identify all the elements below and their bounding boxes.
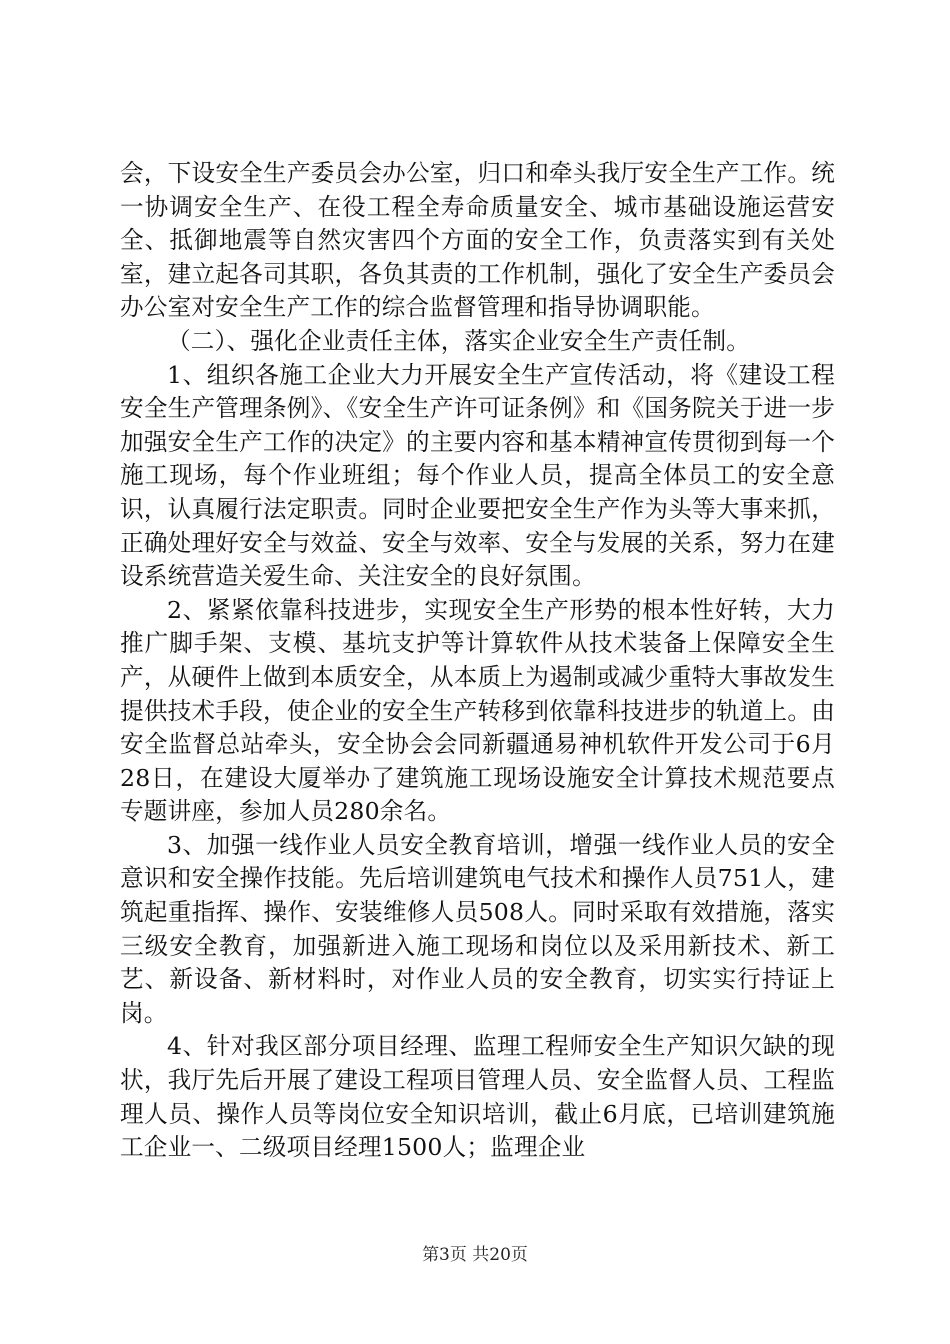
paragraph-item-3: 3、加强一线作业人员安全教育培训，增强一线作业人员的安全意识和安全操作技能。先后培训建筑电气技术和操作人员751人，建筑起重指挥、操作、安装维修人员508人。同时采取有效措施，落实三级安全教育，加强新进入施工现场和岗位以及采用新技术、新工艺、新设备、新材料时，对作业人员的安全教育，切实实行持证上岗。 bbox=[120, 830, 835, 1027]
paragraph-item-2: 2、紧紧依靠科技进步，实现安全生产形势的根本性好转，大力推广脚手架、支模、基坑支护等计算软件从技术装备上保障安全生产，从硬件上做到本质安全，从本质上为遏制或减少重特大事故发生提供技术手段，使企业的安全生产转移到依靠科技进步的轨道上。由安全监督总站牵头，安全协会会同新疆通易神机软件开发公司于6月28日，在建设大厦举办了建筑施工现场设施安全计算技术规范要点专题讲座，参加人员280余名。 bbox=[120, 595, 835, 826]
paragraph-item-1: 1、组织各施工企业大力开展安全生产宣传活动，将《建设工程安全生产管理条例》、《安全生产许可证条例》和《国务院关于进一步加强安全生产工作的决定》的主要内容和基本精神宣传贯彻到每一个施工现场，每个作业班组；每个作业人员，提高全体员工的安全意识，认真履行法定职责。同时企业要把安全生产作为头等大事来抓，正确处理好安全与效益、安全与效率、安全与发展的关系，努力在建设系统营造关爱生命、关注安全的良好氛围。 bbox=[120, 360, 835, 591]
paragraph-item-4: 4、针对我区部分项目经理、监理工程师安全生产知识欠缺的现状，我厅先后开展了建设工程项目管理人员、安全监督人员、工程监理人员、操作人员等岗位安全知识培训，截止6月底，已培训建筑施工企业一、二级项目经理1500人；监理企业 bbox=[120, 1032, 835, 1162]
page-footer bbox=[0, 1244, 950, 1266]
page-number-label: 第3页 共20页 bbox=[422, 1245, 528, 1265]
section-heading: （二）、强化企业责任主体，落实企业安全生产责任制。 bbox=[167, 326, 751, 355]
paragraph-continuation: 会，下设安全生产委员会办公室，归口和牵头我厅安全生产工作。统一协调安全生产、在役工程全寿命质量安全、城市基础设施运营安全、抵御地震等自然灾害四个方面的安全工作，负责落实到有关处室，建立起各司其职，各负其责的工作机制，强化了安全生产委员会办公室对安全生产工作的综合监督管理和指导协调职能。 bbox=[120, 159, 835, 322]
document-body bbox=[120, 157, 835, 1165]
